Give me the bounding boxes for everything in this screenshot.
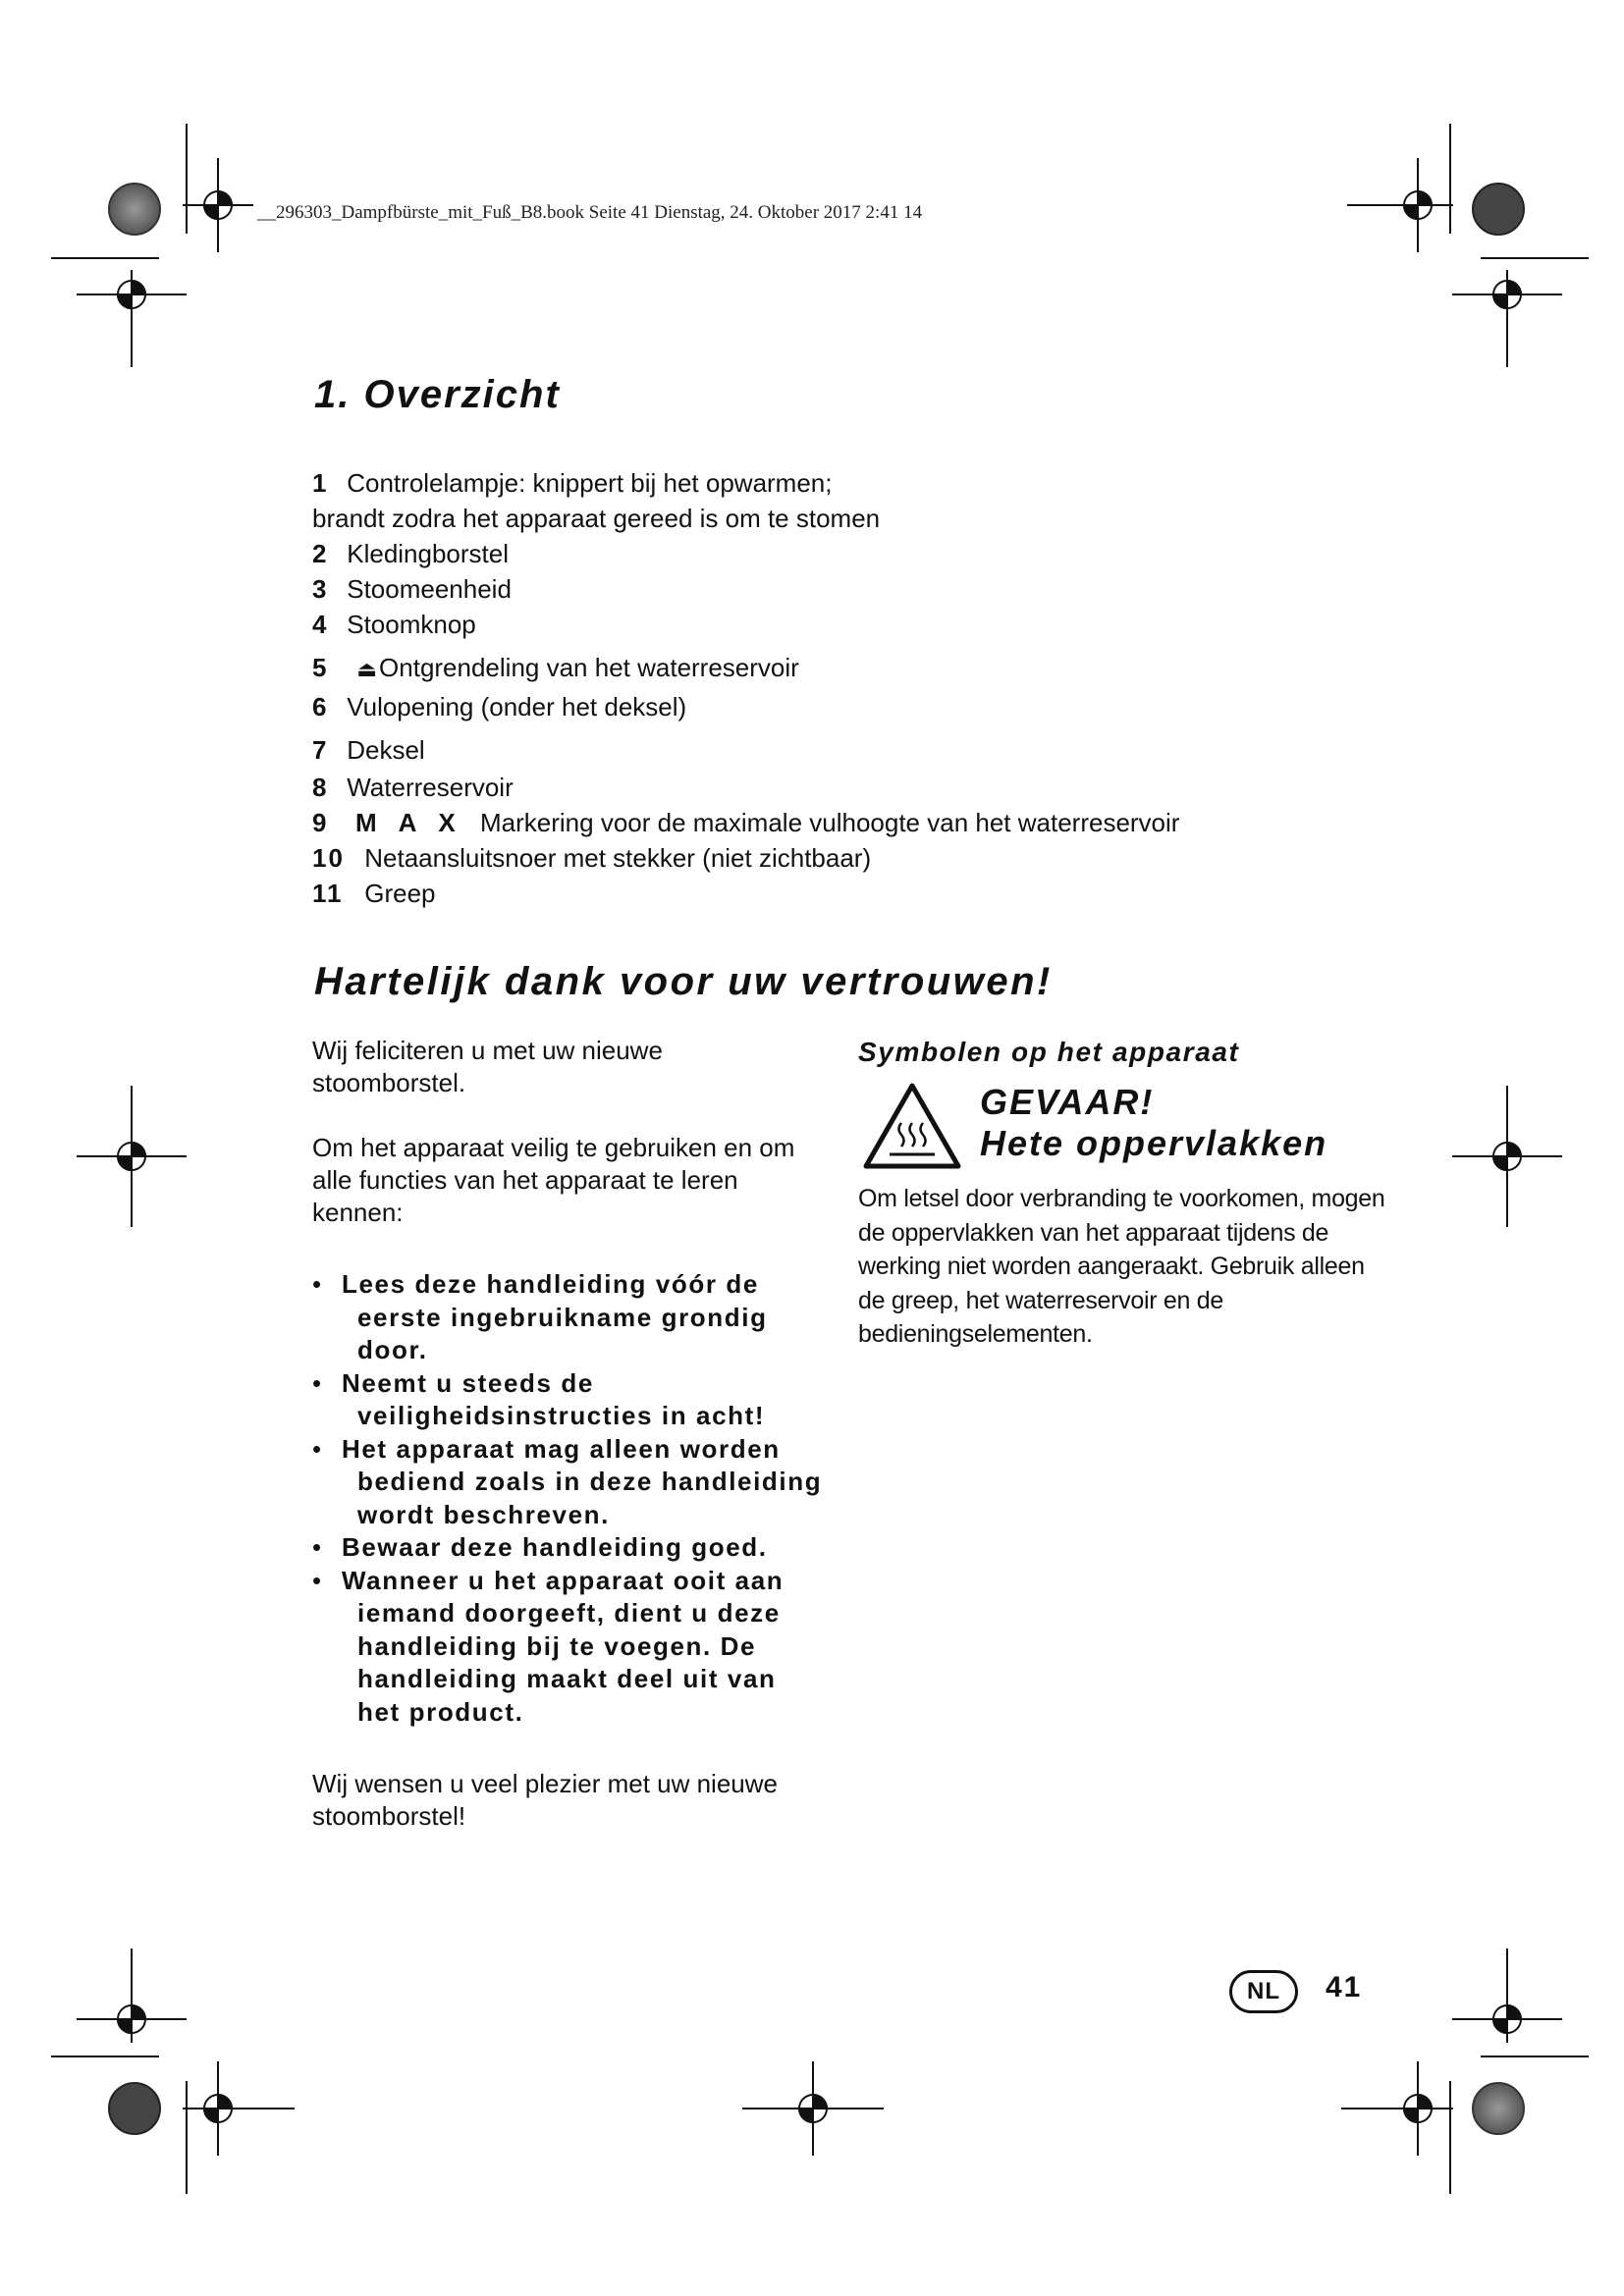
section-title-overview: 1. Overzicht (314, 373, 561, 416)
symbols-heading: Symbolen op het apparaat (858, 1037, 1240, 1067)
list-item: • Het apparaat mag alleen worden bediend zoals in deze handleiding wordt beschreven. (312, 1433, 823, 1532)
page-number: 41 (1326, 1971, 1363, 2003)
item-number: 7 (312, 735, 327, 765)
item-text: Waterreservoir (347, 773, 514, 802)
language-badge: NL (1229, 1970, 1298, 2013)
item-text: Stoomeenheid (347, 574, 512, 604)
warning-body: Om letsel door verbranding te voorkomen, mogen de oppervlakken van het apparaat tijdens de werking niet worden aangeraakt. Gebruik alleen de greep, het waterreservoir en de bedieningselementen. (858, 1185, 1385, 1348)
item-text: Vulopening (onder het deksel) (347, 692, 687, 721)
list-item (312, 876, 1314, 911)
list-item (312, 571, 1314, 607)
list-item (312, 689, 1314, 724)
item-number: 5 (312, 653, 327, 682)
warning-title (980, 1082, 1327, 1164)
item-text: Controlelampje: knippert bij het opwarmen; (347, 468, 833, 498)
item-number: 2 (312, 539, 327, 568)
list-item (312, 840, 1314, 876)
file-info-header: __296303_Dampfbürste_mit_Fuß_B8.book Seite 41 Dienstag, 24. Oktober 2017 2:41 14 (257, 202, 923, 223)
symbols-column (858, 1037, 1388, 1352)
item-number: 9 (312, 808, 327, 837)
item-number: 11 (312, 879, 344, 908)
closing-paragraph: Wij wensen u veel plezier met uw nieuwe stoomborstel! (312, 1769, 778, 1831)
overview-list (312, 465, 1314, 911)
item-number: 10 (312, 843, 345, 873)
thanks-column (312, 1035, 823, 1865)
warning-title-line-1: GEVAAR! (980, 1082, 1155, 1122)
intro-paragraph: Wij feliciteren u met uw nieuwe stoomborstel. (312, 1036, 663, 1097)
item-number: 1 (312, 468, 327, 498)
list-item (312, 805, 1314, 840)
item-text: Kledingborstel (347, 539, 510, 568)
hot-surface-warning-icon (862, 1082, 962, 1170)
item-text: Stoomknop (347, 610, 476, 639)
list-item: • Bewaar deze handleiding goed. (312, 1531, 823, 1565)
item-number: 6 (312, 692, 327, 721)
list-item (312, 770, 1314, 805)
item-text: Markering voor de maximale vulhoogte van het waterreservoir (480, 808, 1180, 837)
eject-icon: ⏏ (356, 657, 378, 681)
list-item: • Wanneer u het apparaat ooit aan iemand doorgeeft, dient u deze handleiding bij te voegen. De handleiding maakt deel uit van het product. (312, 1565, 823, 1730)
item-text: Deksel (347, 735, 425, 765)
list-item: • Lees deze handleiding vóór de eerste ingebruikname grondig door. (312, 1268, 823, 1367)
list-item (312, 732, 1314, 768)
list-item (312, 650, 1314, 687)
warning-block (858, 1082, 1388, 1170)
purpose-paragraph: Om het apparaat veilig te gebruiken en om alle functies van het apparaat te leren kennen: (312, 1133, 795, 1227)
max-marking-tag: MAX (355, 808, 477, 837)
list-item (312, 607, 1314, 642)
list-item (312, 465, 1314, 501)
list-item-continuation: brandt zodra het apparaat gereed is om te stomen (312, 504, 881, 533)
list-item (312, 536, 1314, 571)
list-item: • Neemt u steeds de veiligheidsinstructies in acht! (312, 1367, 823, 1433)
instruction-list (312, 1268, 823, 1729)
item-text: Ontgrendeling van het waterreservoir (379, 653, 799, 682)
section-title-thanks: Hartelijk dank voor uw vertrouwen! (314, 960, 1053, 1003)
item-text: Netaansluitsnoer met stekker (niet zichtbaar) (364, 843, 872, 873)
warning-title-line-2: Hete oppervlakken (980, 1123, 1328, 1163)
item-number: 4 (312, 610, 327, 639)
item-text: Greep (364, 879, 436, 908)
item-number: 3 (312, 574, 327, 604)
item-number: 8 (312, 773, 327, 802)
